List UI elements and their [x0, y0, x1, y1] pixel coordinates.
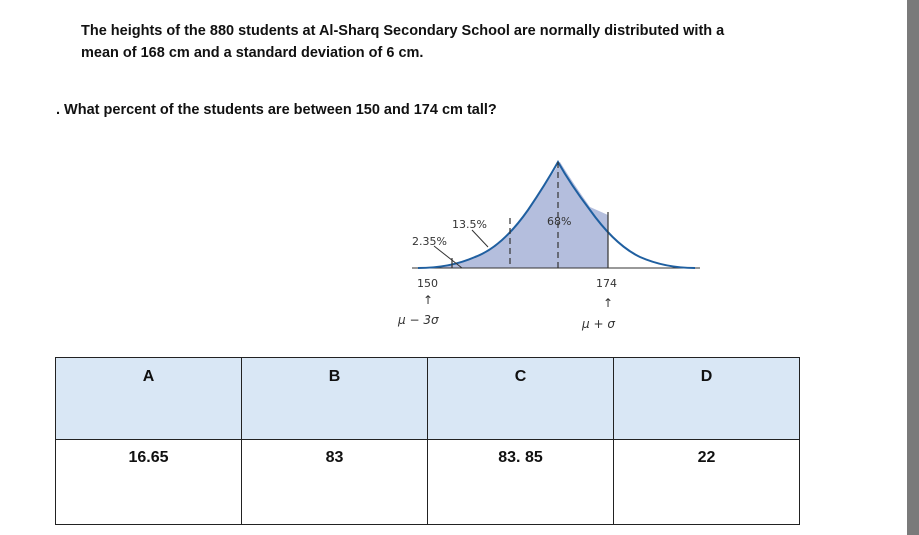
choice-value-b[interactable]: 83 — [242, 440, 428, 525]
choice-value-c[interactable]: 83. 85 — [428, 440, 614, 525]
answer-header-row — [56, 358, 800, 440]
arrow-left: ↑ — [423, 293, 434, 307]
choice-header-b: B — [242, 358, 428, 440]
answer-value-row — [56, 440, 800, 525]
choice-header-a: A — [56, 358, 242, 440]
scrollbar[interactable] — [907, 0, 919, 535]
choice-value-a[interactable]: 16.65 — [56, 440, 242, 525]
answer-table — [55, 357, 800, 525]
choice-header-c: C — [428, 358, 614, 440]
label-68-percent: 68% — [547, 215, 572, 228]
arrow-right: ↑ — [603, 296, 614, 310]
mu-plus-sigma: μ + σ — [582, 317, 615, 331]
choice-value-d[interactable]: 22 — [614, 440, 800, 525]
mu-minus-3sigma: μ − 3σ — [398, 313, 439, 327]
pointer-135 — [472, 230, 488, 247]
label-13.5-percent: 13.5% — [452, 218, 487, 231]
tick-label-150: 150 — [417, 277, 438, 290]
choice-header-d: D — [614, 358, 800, 440]
shaded-area — [415, 162, 608, 268]
problem-intro: The heights of the 880 students at Al-Sharq Secondary School are normally distributed with a mean of 168 cm and a standard deviation of 6 cm. — [81, 23, 725, 61]
problem-question: . What percent of the students are between 150 and 174 cm tall? — [56, 102, 497, 118]
label-2.35-percent: 2.35% — [412, 235, 447, 248]
tick-label-174: 174 — [596, 277, 617, 290]
normal-distribution-figure — [390, 150, 720, 335]
